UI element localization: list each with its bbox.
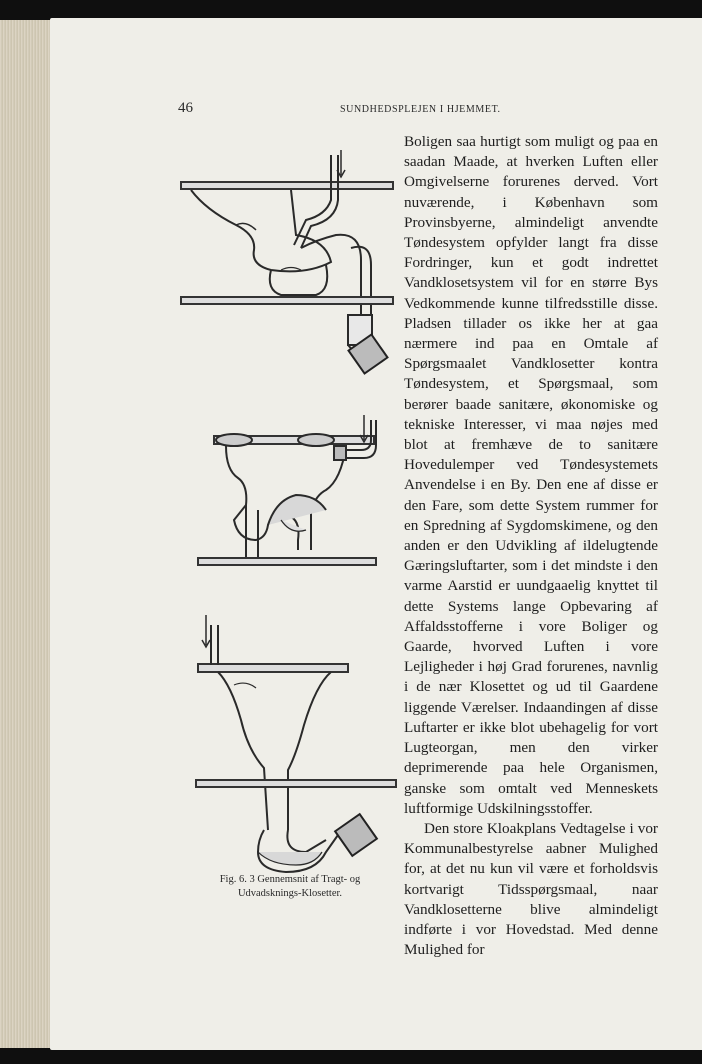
body-paragraph-2: Den store Kloakplans Vedtagelse i vor Kommunalbestyrelse aabner Mulighed for, at det nu kun vil være et forholdsvis kortvarigt Tidsspørgsmaal, naar Vandklosetterne blive almindeligt indførte i vor Hovedstad. Med denne Mulighed for <box>404 819 658 959</box>
toilet-cross-section-figure <box>176 140 398 900</box>
toilet-diagram-middle <box>198 415 376 565</box>
figure-caption-line-1: Fig. 6. 3 Gennemsnit af Tragt- og <box>219 874 361 885</box>
body-paragraph-1: Boligen saa hurtigt som muligt og paa en saadan Maade, at hverken Luften eller Omgivelserne forurenes derved. Vort nuværende, i København som Provinsbyerne, almindeligt anvendte Tøndesystem opfylder langt fra disse Fordringer, kun et godt indrettet Vandklosetsystem vil for en større Bys Vedkommende kunne tilfredsstille disse. Pladsen tillader os ikke her at gaa nærmere ind paa en Omtale af Spørgsmaalet Vandklosetter kontra Tøndesystem, et Spørgsmaal, som berører baade sanitære, økonomiske og tekniske Interesser, vi maa nøjes med blot at fremhæve de to sanitære Hovedulemper ved Tøndesystemets Anvendelse i en By. Den ene af disse er den Fare, som dette System rummer for en Spredning af Sygdomskimene, og den anden er den Udvikling af ildelugtende Gæringsluftarter, som i det mindste i den varme Aarstid er uundgaaelig knyttet til dette Systems lange Opbevaring af Affaldsstofferne i vore Boliger og Gaarde, hvorved Luften i vore Lejligheder i høj Grad forurenes, navnlig i de nær Klosettet og ud til Gaardene liggende Værelser. Indaandingen af disse Luftarter er ikke blot ubehagelig for vort Lugteorgan, men den virker deprimerende paa hele Organismen, ganske som omtalt ved Menneskets luftformige Udskilningsstoffer. <box>404 133 658 817</box>
book-page-edges <box>0 20 56 1048</box>
figure-caption-line-2: Udvadsknings-Klosetter. <box>237 888 343 899</box>
running-head: SUNDHEDSPLEJEN I HJEMMET. <box>340 104 501 115</box>
toilet-diagram-bottom <box>196 615 396 872</box>
figure-caption <box>190 873 390 901</box>
body-text-column <box>404 132 658 960</box>
page-number: 46 <box>178 100 193 116</box>
toilet-diagram-top <box>181 150 393 373</box>
